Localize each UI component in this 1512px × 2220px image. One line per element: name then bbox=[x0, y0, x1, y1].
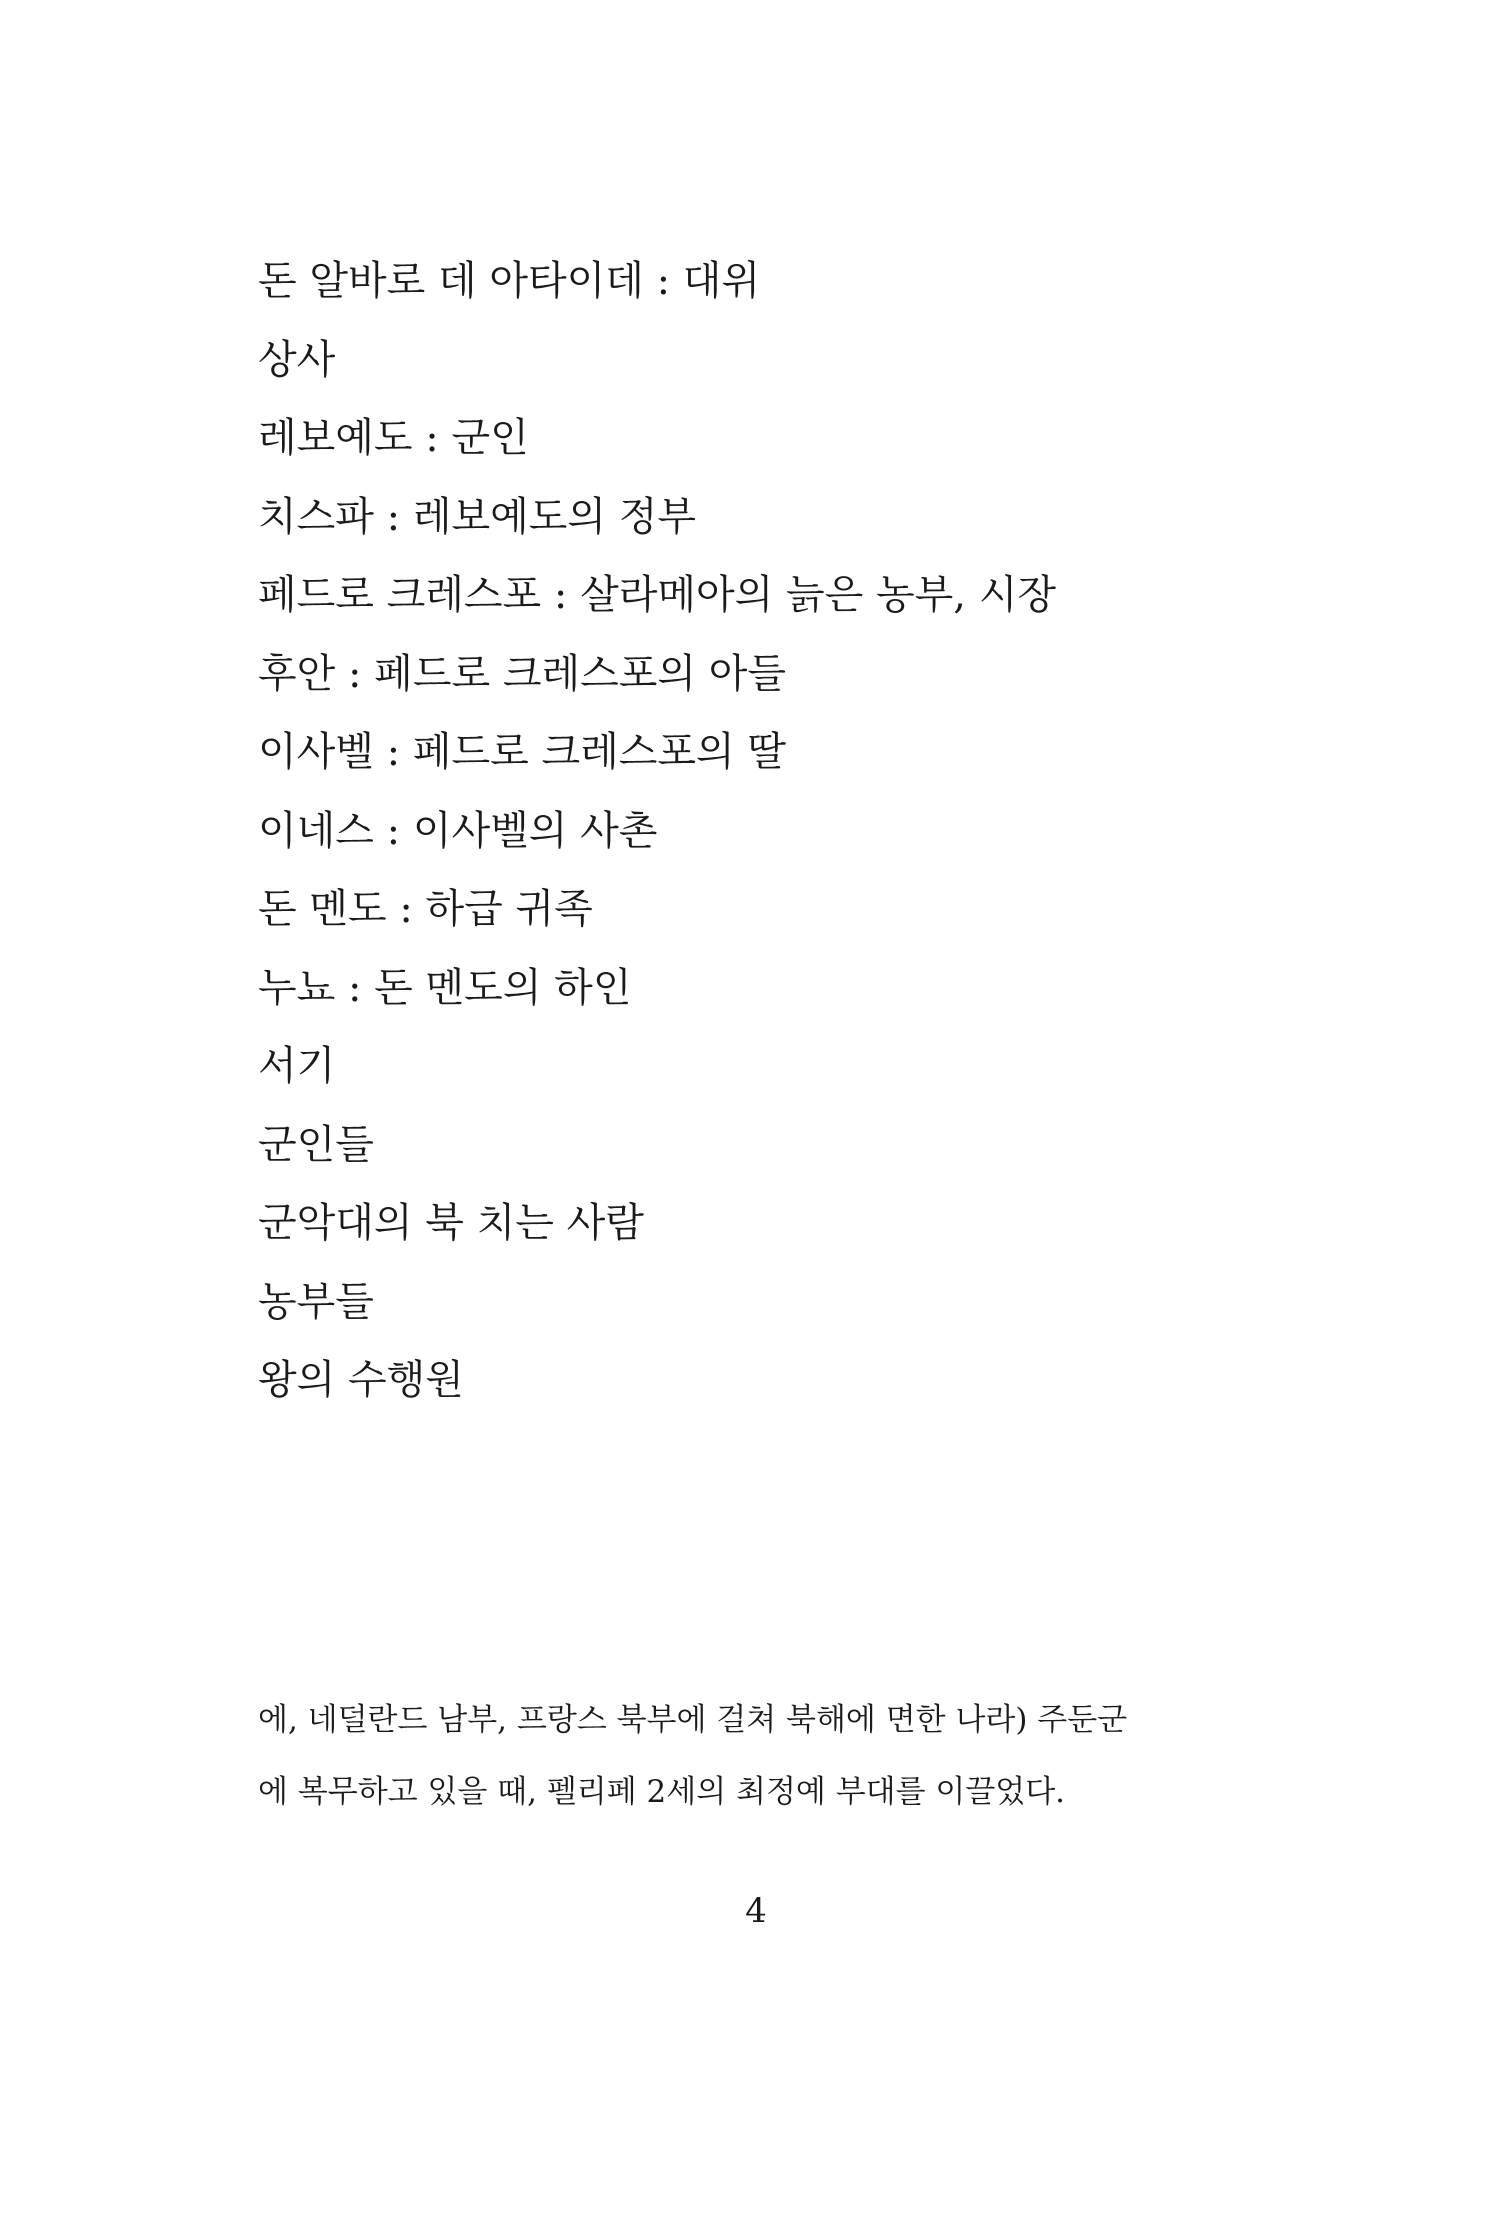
cast-item: 상사 bbox=[258, 336, 336, 383]
footnote-line: 에 복무하고 있을 때, 펠리페 2세의 최정예 부대를 이끌었다. bbox=[258, 1774, 1066, 1810]
cast-item: 군악대의 북 치는 사람 bbox=[258, 1200, 644, 1246]
cast-item: 후안 : 페드로 크레스포의 아들 bbox=[258, 650, 787, 697]
cast-item: 왕의 수행원 bbox=[258, 1357, 464, 1403]
cast-item: 농부들 bbox=[258, 1278, 374, 1325]
page-number: 4 bbox=[745, 1891, 767, 1931]
cast-item: 누뇨 : 돈 멘도의 하인 bbox=[258, 964, 632, 1011]
cast-item: 이사벨 : 페드로 크레스포의 딸 bbox=[258, 729, 787, 775]
cast-item: 돈 알바로 데 아타이데 : 대위 bbox=[258, 258, 761, 304]
cast-list bbox=[258, 252, 1258, 1430]
cast-item: 치스파 : 레보예도의 정부 bbox=[258, 493, 697, 540]
cast-item: 이네스 : 이사벨의 사촌 bbox=[258, 807, 658, 854]
cast-item: 페드로 크레스포 : 살라메아의 늙은 농부, 시장 bbox=[258, 572, 1056, 618]
cast-item: 레보예도 : 군인 bbox=[258, 415, 529, 461]
footnote-line: 에, 네덜란드 남부, 프랑스 북부에 걸쳐 북해에 면한 나라) 주둔군 bbox=[258, 1702, 1128, 1738]
footnote bbox=[258, 1684, 1258, 1828]
cast-item: 군인들 bbox=[258, 1121, 374, 1168]
cast-item: 돈 멘도 : 하급 귀족 bbox=[258, 886, 593, 932]
cast-item: 서기 bbox=[258, 1043, 336, 1089]
